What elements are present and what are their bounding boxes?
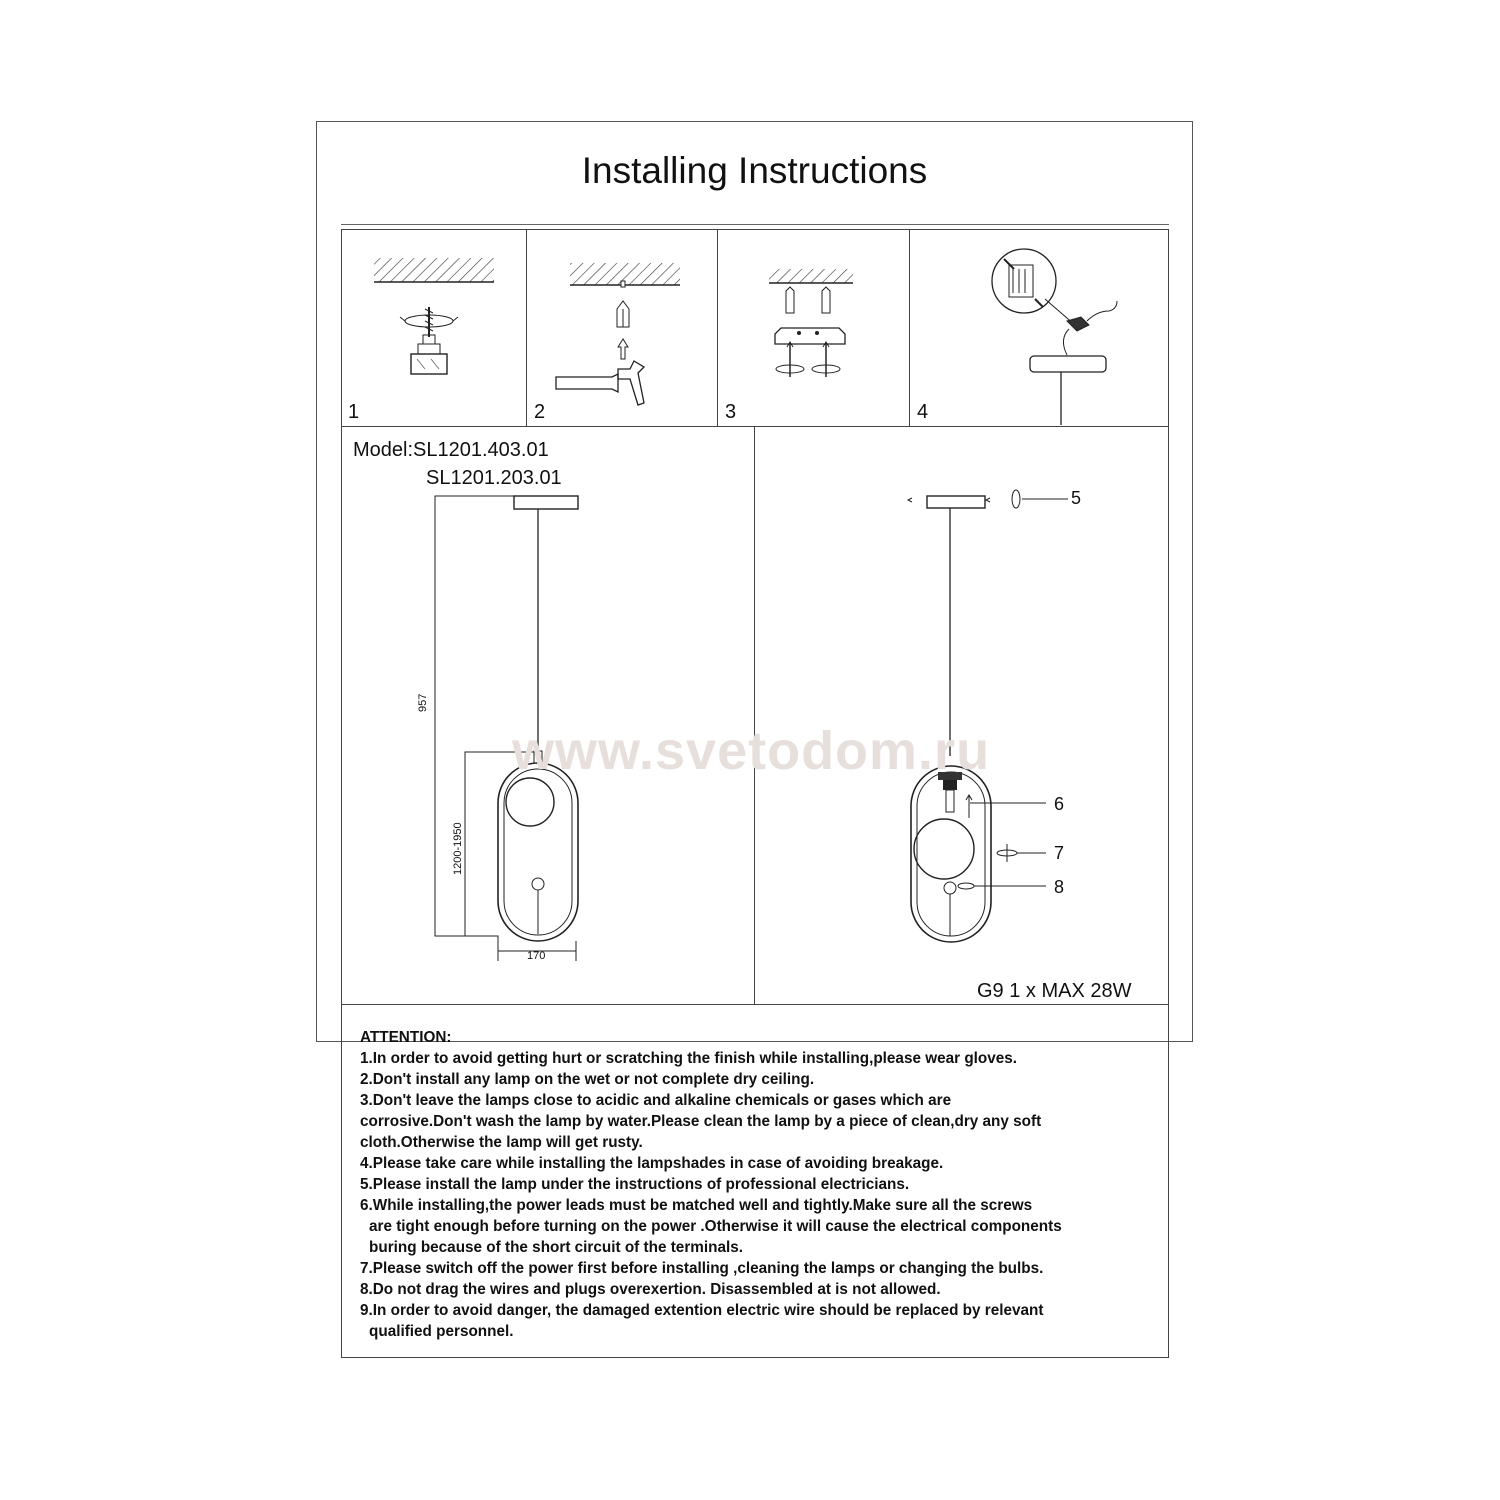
- callout-6: 6: [1054, 794, 1065, 814]
- dimension-total-height: 957: [417, 693, 429, 712]
- drill-ceiling-icon: [341, 229, 527, 427]
- attention-line-6: 6.While installing,the power leads must be matched well and tightly.Make sure all the screws: [360, 1197, 1033, 1214]
- attention-line-9b: qualified personnel.: [369, 1323, 514, 1340]
- attention-line-6c: buring because of the short circuit of the terminals.: [369, 1239, 743, 1256]
- callout-7: 7: [1054, 843, 1065, 863]
- lamp-assembly-drawing: [754, 426, 1169, 1005]
- callout-8: 8: [1054, 877, 1065, 897]
- page-title: Installing Instructions: [581, 150, 928, 191]
- attention-line-3b: corrosive.Don't wash the lamp by water.Please clean the lamp by a piece of clean,dry any soft: [360, 1113, 1042, 1130]
- model-number-alt: SL1201.203.01: [426, 467, 562, 489]
- model-number: Model:SL1201.403.01: [353, 439, 549, 461]
- step-number-3: 3: [725, 401, 737, 423]
- step-number-4: 4: [917, 401, 929, 423]
- attention-line-3c: cloth.Otherwise the lamp will get rusty.: [360, 1134, 643, 1151]
- title-divider: [341, 224, 1169, 225]
- attention-line-1: 1.In order to avoid getting hurt or scratching the finish while installing,please wear gloves.: [360, 1050, 1018, 1067]
- step-number-1: 1: [348, 401, 360, 423]
- attention-heading: ATTENTION:: [360, 1029, 452, 1046]
- attention-line-2: 2.Don't install any lamp on the wet or not complete dry ceiling.: [360, 1071, 815, 1088]
- watermark: www.svetodom.ru: [512, 721, 991, 781]
- callout-5: 5: [1071, 488, 1082, 508]
- attention-line-7: 7.Please switch off the power first before installing ,cleaning the lamps or changing the bulbs.: [360, 1260, 1044, 1277]
- dimension-width: 170: [527, 950, 546, 962]
- attention-line-6b: are tight enough before turning on the power .Otherwise it will cause the electrical components: [369, 1218, 1062, 1235]
- attention-line-4: 4.Please take care while installing the lampshades in case of avoiding breakage.: [360, 1155, 944, 1172]
- lamp-dimension-drawing: [341, 426, 755, 1005]
- attention-line-8: 8.Do not drag the wires and plugs overexertion. Disassembled at is not allowed.: [360, 1281, 941, 1298]
- attention-line-3: 3.Don't leave the lamps close to acidic and alkaline chemicals or gases which are: [360, 1092, 952, 1109]
- attention-text: [360, 1027, 1160, 1342]
- bulb-spec: G9 1 x MAX 28W: [977, 980, 1132, 1002]
- step-number-2: 2: [534, 401, 546, 423]
- bracket-screws-icon: [717, 229, 910, 427]
- hammer-anchor-icon: [526, 229, 718, 427]
- attention-line-9: 9.In order to avoid danger, the damaged extention electric wire should be replaced by relevant: [360, 1302, 1044, 1319]
- dimension-height-range: 1200-1950: [452, 822, 464, 875]
- wire-connection-icon: [909, 229, 1169, 427]
- attention-line-5: 5.Please install the lamp under the instructions of professional electricians.: [360, 1176, 910, 1193]
